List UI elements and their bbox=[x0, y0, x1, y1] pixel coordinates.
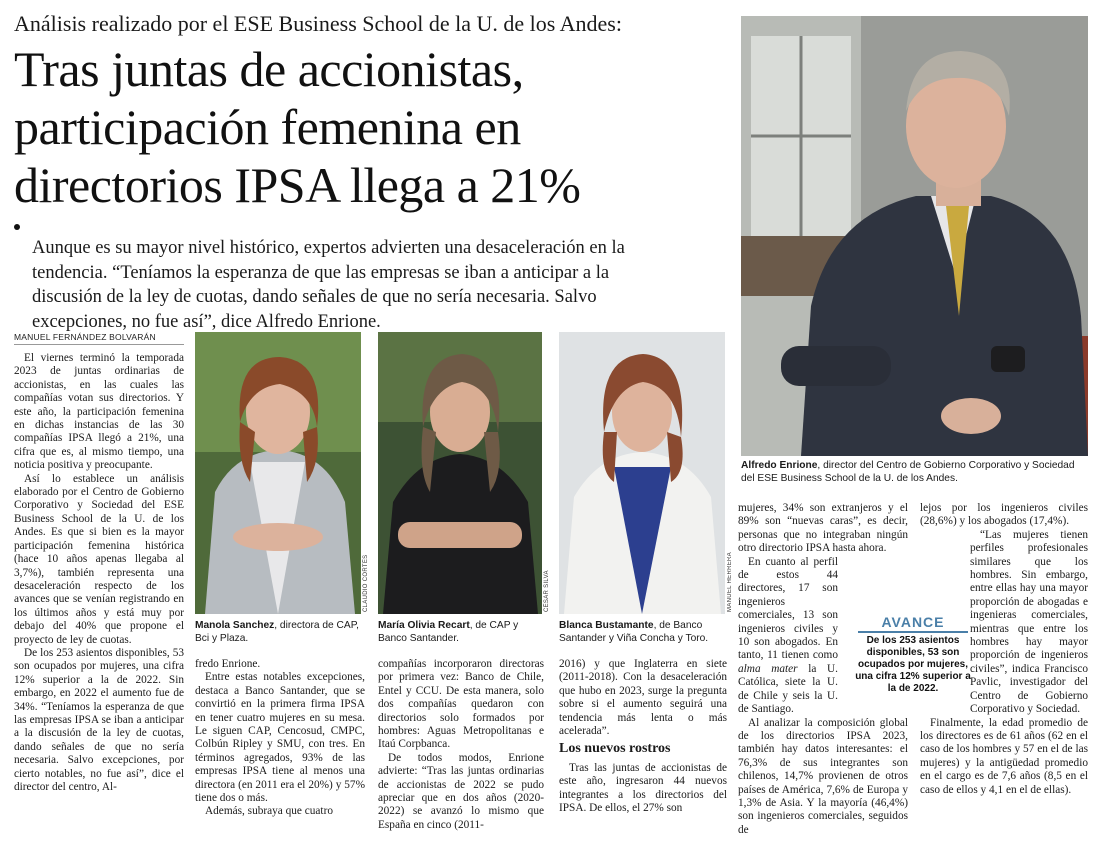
photo-credit-2: CÉSAR SILVA bbox=[544, 570, 550, 612]
article-column-3 bbox=[378, 658, 544, 832]
photo-alfredo-enrione bbox=[741, 16, 1088, 456]
caption-text: , director del Centro de Gobierno Corporativo y Sociedad del ESE Business School de la U. de los Andes. bbox=[741, 460, 1075, 484]
photo-caption-1 bbox=[195, 620, 365, 645]
paragraph: Entre estas notables excepciones, destaca a Banco Santander, que se convirtió en la primera firma IPSA en tener cuatro mujeres en su mesa. Le siguen CAP, Cencosud, CMPC, Colbún Ripley y SMU, con tres. En términos agregados, 93% de las empresas IPSA tiene al menos una directora (en 2011 era el 20%) y 57% tiene dos o más. bbox=[195, 671, 365, 805]
photo-caption-main bbox=[741, 460, 1088, 485]
caption-name: Manola Sanchez bbox=[195, 620, 275, 631]
paragraph: Finalmente, la edad promedio de los directores es de 61 años (62 en el caso de los hombres y 57 en el de las mujeres) y la antigüedad promedio en el cargo es de 7,6 años (8,5 en el caso de ellos y 4,1 en el de ellas). bbox=[920, 716, 1088, 796]
paragraph: compañías incorporaron directoras por primera vez: Banco de Chile, Entel y CCU. De esta manera, solo dos compañías quedaron con directorios solo formados por hombres: Aguas Metropolitanas e Itaú Corpbanca. bbox=[378, 658, 544, 751]
photo-credit-1: CLAUDIO CORTÉS bbox=[363, 554, 369, 612]
box-title: AVANCE bbox=[881, 614, 945, 630]
caption-text: , de CAP y Banco Santander. bbox=[378, 620, 519, 644]
caption-text: , de Banco Santander y Viña Concha y Toro. bbox=[559, 620, 709, 644]
paragraph: mujeres, 34% son extranjeros y el 89% son “nuevas caras”, es decir, personas que no integraban ningún otro directorio IPSA hasta ahora. bbox=[738, 502, 908, 555]
paragraph: Así lo establece un análisis elaborado por el Centro de Gobierno Corporativo y Sociedad del ESE Business School de la U. de los Andes. Es que si bien es la mayor participación femenina histórica (hace 10 años apenas llegaba al 3,7%), también representa una desaceleración respecto de los avances que se venían registrando en los últimos años y está muy por debajo del 40% que propone el proyecto de ley de cuotas. bbox=[14, 472, 184, 646]
kicker: Análisis realizado por el ESE Business School de la U. de los Andes: bbox=[14, 11, 622, 36]
paragraph: Además, subraya que cuatro bbox=[205, 805, 333, 818]
paragraph: De todos modos, Enrione advierte: “Tras las juntas ordinarias de accionistas de 2022 se pudo apreciar que en dos años (2020-2022) se avanzó lo mismo que España en cinco (2011- bbox=[378, 751, 544, 831]
headline: Tras juntas de accionistas, participación femenina en directorios IPSA llega a 21% bbox=[14, 41, 581, 213]
photo-maria-olivia-recart bbox=[378, 332, 542, 614]
paragraph: lejos por los ingenieros civiles (28,6%) y los abogados (17,4%). bbox=[920, 502, 1088, 528]
photo-credit-3: MANUEL HERRERA bbox=[727, 552, 733, 612]
article-column-1 bbox=[14, 352, 184, 794]
paragraph: De los 253 asientos disponibles, 53 son ocupados por mujeres, una cifra 12% superior a la de 2022. Sin embargo, en 2022 el aumento fue de 34%. “Teníamos la esperanza de que las empresas IPSA se iban a anticipar a la discusión de la ley de cuotas, dando señales de que no sería necesaria. Salvo excepciones, por cierto notables, no fue así”, dice el director del centro, Al- bbox=[14, 646, 184, 793]
paragraph: 2016) y que Inglaterra en siete (2011-2018). Con la desaceleración que hubo en 2023, surge la pregunta sobre si el aumento seguirá una tendencia más lenta o más acelerada”. bbox=[559, 658, 727, 738]
caption-name: Blanca Bustamante bbox=[559, 620, 654, 631]
photo-blanca-bustamante bbox=[559, 332, 725, 614]
photo-caption-2 bbox=[378, 620, 548, 645]
paragraph: El viernes terminó la temporada 2023 de juntas ordinarias de accionistas, en las cuales las compañías votan sus directorios. Y este año, la participación femenina en dichas instancias de las 30 compañías IPSA llegó a 21%, una cifra que es, al mismo tiempo, una noticia positiva y preocupante. bbox=[14, 352, 184, 472]
article-column-6 bbox=[920, 502, 1088, 797]
article-column-2 bbox=[195, 658, 365, 819]
caption-text: , directora de CAP, Bci y Plaza. bbox=[195, 620, 360, 644]
photo-caption-3 bbox=[559, 620, 729, 645]
photo-manola-sanchez bbox=[195, 332, 361, 614]
deck: Aunque es su mayor nivel histórico, expertos advierten una desaceleración en la tendencia. “Teníamos la esperanza de que las empresas se iban a anticipar a la discusión de la ley de cuotas, dando señales de que no sería necesaria. Salvo excepciones, no fue así”, dice Alfredo Enrione. bbox=[32, 238, 625, 332]
article-column-4 bbox=[559, 658, 727, 815]
caption-name: Alfredo Enrione bbox=[741, 460, 818, 471]
box-text: De los 253 asientos disponibles, 53 son ocupados por mujeres, una cifra 12% superior a la de 2022. bbox=[855, 635, 971, 694]
bullet-dot bbox=[14, 224, 20, 230]
paragraph: “Las mujeres tienen perfiles profesionales similares que los hombres. Sin embargo, entre ellas hay una mayor proporción de abogadas e ingenieras comerciales, mientras que entre los hombres hay mayor proporción de ingenieros civiles”, indica Francisco Pavlic, investigador del Centro de Gobierno Corporativo y Sociedad. bbox=[970, 528, 1088, 716]
byline-divider bbox=[14, 344, 184, 345]
paragraph: fredo Enrione. bbox=[195, 658, 261, 670]
paragraph: Al analizar la composición global de los directorios IPSA 2023, también hay datos interesantes: el 76,3% de sus integrantes son chilenos, 14,7% provienen de otros países de América, 7,6% de Europa y 1,3% de Asia. Y la mayoría (46,4%) son ingenieros comerciales, seguidos de bbox=[738, 716, 908, 836]
paragraph: En cuanto al perfil de estos 44 directores, 17 son ingenieros comerciales, 13 son ingenieros civiles y 10 son abogados. En tanto, 11 tienen como alma mater la U. Católica, siete la U. de Chile y seis la U. de Santiago. bbox=[738, 555, 838, 716]
paragraph: Tras las juntas de accionistas de este año, ingresaron 44 nuevos integrantes a los directorios del IPSA. De ellos, el 27% son bbox=[559, 761, 727, 815]
caption-name: María Olivia Recart bbox=[378, 620, 470, 631]
section-heading: Los nuevos rostros bbox=[559, 741, 671, 757]
byline: MANUEL FERNÁNDEZ BOLVARÁN bbox=[14, 332, 156, 342]
